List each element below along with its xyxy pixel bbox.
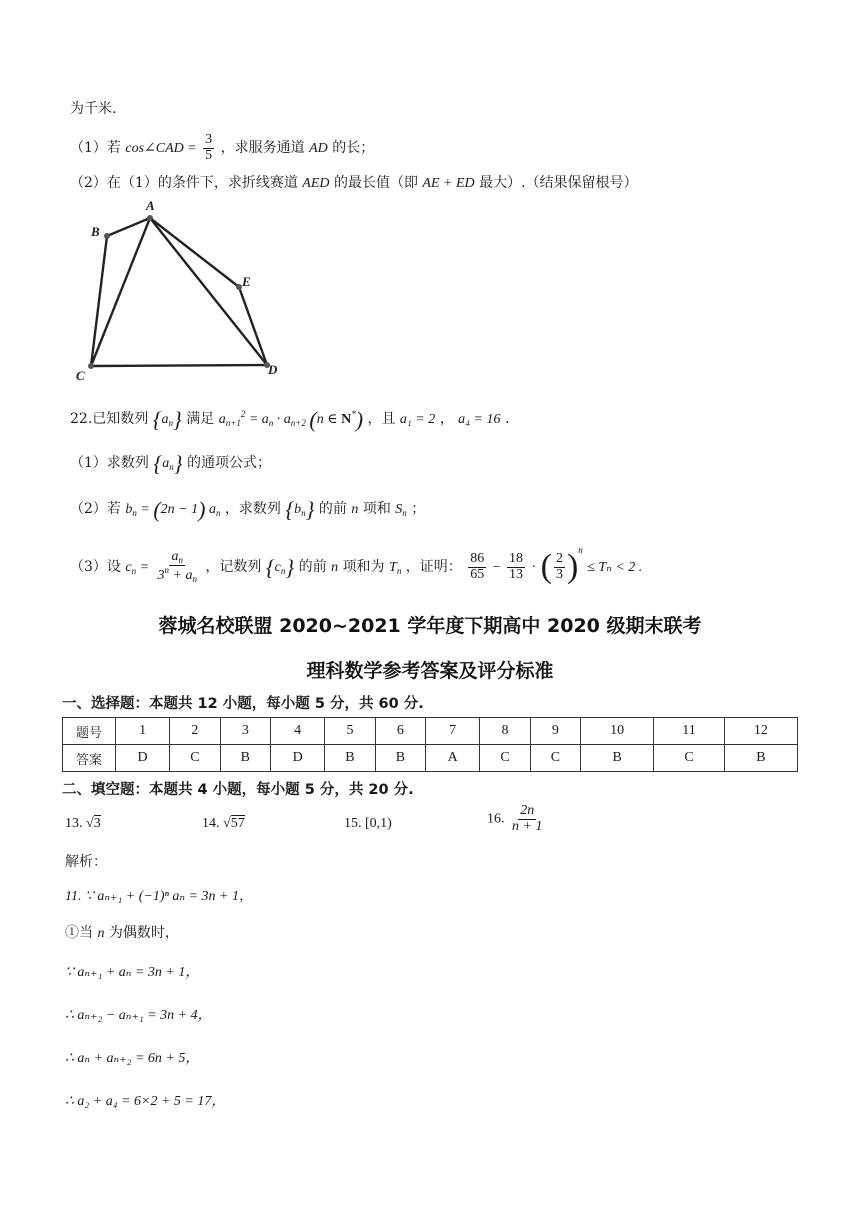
q22-p2-mid2: 的前 [318,501,347,518]
table-cell: C [170,745,220,772]
q22-seq-an: $\{a_n\}$ [152,407,182,432]
q1-prefix: （1）若 [70,140,121,157]
table-cell: B [375,745,425,772]
solution-line-3: ∵ aₙ₊₁ + aₙ = 3n + 1， [65,965,200,980]
solution-line-5: ∴ aₙ + aₙ₊₂ = 6n + 5， [65,1051,200,1066]
q22-p3-frac1 [468,552,486,582]
label-e: E [242,274,251,289]
q22-recurrence: $a_{n+1}^2 = a_n \cdot a_{n+2}$ (n ∈ N*) [218,407,364,432]
answer-16-label: 16. [487,811,505,827]
q22-stem-a: 22.已知数列 [70,411,149,428]
q22-p3-frac1-num: 86 [470,550,485,566]
answer-13 [65,816,101,832]
table-cell: C [480,745,530,772]
q22-p3-mid: ，记数列 [205,559,262,575]
q22-cond2: a₄ = 16 [458,412,501,428]
table-cell: 2 [170,718,220,745]
q22-stem-c: ，且 [367,411,396,428]
question-21-part-2 [70,172,638,192]
solution-line-6: ∴ a₂ + a₄ = 6×2 + 5 = 17， [65,1094,226,1109]
q22-p2-n: n [351,502,359,518]
section-1-heading: 一、选择题：本题共 12 小题，每小题 5 分，共 60 分. [62,696,424,712]
answer-key-subtitle: 理科数学参考答案及评分标准 [306,660,554,682]
answer-15 [344,816,392,832]
table-row-numbers [63,718,798,745]
table-cell: A [426,745,480,772]
q22-p2-mid3: 项和 [362,501,391,518]
table-cell: 3 [220,718,270,745]
question-22-part-1 [70,451,271,477]
table-cell: 1 [116,718,170,745]
q22-p3-tn: $T_n$ [389,560,402,576]
table-cell: B [724,745,797,772]
q1-suffix: ，求服务通道 [220,140,305,157]
solution-line-2-end: 为偶数时， [108,925,179,941]
table-header-cell: 答案 [63,745,116,772]
q22-p3-minus: − [492,560,501,575]
table-cell: B [581,745,654,772]
answer-table [62,717,798,772]
q22-p3-frac2 [507,552,525,582]
point-a [147,215,153,221]
label-b: B [91,224,100,239]
q22-p3-mid4: ，证明： [405,559,462,575]
answer-16-den: n + 1 [512,818,543,834]
section-2-heading: 二、填空题：本题共 4 小题，每小题 5 分，共 20 分. [62,782,414,798]
table-cell: D [116,745,170,772]
q22-p3-frac2-num: 18 [509,550,524,566]
q22-stem-b: 满足 [186,411,215,428]
q22-p3-end: ≤ Tₙ < 2 . [587,560,643,575]
q1-expression: cos∠CAD = [125,141,197,157]
quadrilateral-figure [70,196,290,380]
answer-15-label: 15. [344,816,362,831]
q22-p2-sn: $S_n$ [395,502,407,519]
q22-p3-paren-close: ) [566,548,579,585]
figure-lines [91,218,267,366]
q22-p3-frac3-num: 2 [555,550,563,566]
table-row-answers [63,745,798,772]
question-22-part-3: （3）设 $c_n$ = $\frac{a_n}{3^n + a_n}$ ，记数列 $\{c_n\}$ 的前 n 项和为 $T_n$ ，证明： $\frac{86}{65}$ − $\frac{18}{13}$ · ( $\frac{2}{3}$ )$^n$ ≤ Tₙ < 2 . [70,545,643,585]
q22-p1-end: 的通项公式； [186,455,271,472]
q2-end: 最大）.（结果保留根号） [479,175,638,191]
table-cell: 4 [271,718,325,745]
segment-ed [239,287,267,365]
answer-13-label: 13. [65,816,83,831]
solution-line-2-prefix: ①当 [65,925,93,941]
q1-fraction-num: 3 [205,132,213,147]
q22-p3-paren-open: ( [540,548,552,585]
solution-line-1: 11. ∵ aₙ₊₁ + (−1)ⁿ aₙ = 3n + 1， [65,889,253,904]
q22-p3-frac2-den: 13 [509,566,524,582]
table-cell: 12 [724,718,797,745]
q22-p2-end: ； [411,501,426,518]
q22-p3-mid2: 的前 [298,559,327,575]
answer-key-title: 蓉城名校联盟 2020~2021 学年度下期高中 2020 级期末联考 [158,615,702,637]
q22-p3-prefix: （3）设 [70,559,121,575]
q22-p3-cn: $c_n$ = [125,560,150,576]
question-21-part-1 [70,133,374,163]
table-cell: B [325,745,375,772]
q22-p2-seq: $\{b_n\}$ [285,497,315,522]
table-cell: C [654,745,725,772]
q2-var: AED [302,176,330,191]
q22-p1-prefix: （1）求数列 [70,455,149,472]
solution-line-2 [65,922,179,942]
q22-stem-end: . [504,411,510,428]
q1-fraction-den: 5 [205,147,213,163]
table-cell: 8 [480,718,530,745]
q22-p1-seq: $\{a_n\}$ [153,451,183,476]
q22-cond1: a₁ = 2 [399,412,436,428]
q2-mid: 的最长值（即 [333,175,418,191]
table-cell: C [530,745,580,772]
table-cell: 9 [530,718,580,745]
q22-p2-mid: ，求数列 [224,501,281,518]
question-22-stem [70,407,509,433]
q22-p3-dot: · [531,560,537,575]
segment-cd [91,365,267,366]
label-c: C [76,368,85,380]
figure-points [88,215,270,369]
table-cell: B [220,745,270,772]
q1-var: AD [309,141,328,157]
q22-p3-cn-den: $3^n + a_n$ [157,565,197,584]
q22-p3-cn-num: $a_n$ [171,548,183,565]
segment-ad [150,218,267,365]
table-cell: 10 [581,718,654,745]
answer-16 [487,804,546,834]
q22-p3-seq: $\{c_n\}$ [265,554,295,580]
point-b [104,233,110,239]
solution-line-2-n: n [97,926,105,941]
answer-15-value: [0,1) [365,816,392,831]
q22-stem-d: ， [439,411,454,428]
answer-13-radical: √3 [86,816,101,831]
q2-prefix: （2）在（1）的条件下，求折线赛道 [70,175,298,191]
q22-p3-frac3-den: 3 [555,566,563,582]
table-cell: 7 [426,718,480,745]
answer-16-fraction [510,804,544,834]
label-d: D [268,362,278,377]
answer-14-label: 14. [202,816,220,831]
table-cell: D [271,745,325,772]
answer-16-num: 2n [520,803,535,818]
answer-14-radical: √57 [223,816,245,831]
q22-p3-cn-fraction [156,550,199,585]
solution-label: 解析： [65,854,107,870]
q1-fraction [203,133,214,163]
q2-expr: AE + ED [422,176,475,191]
q22-p2-bn: $b_n = (2n - 1)$ $a_n$ [125,497,221,522]
answer-13-value: 3 [93,816,101,831]
table-header-cell: 题号 [63,718,116,745]
q22-p3-frac1-den: 65 [470,566,485,582]
solution-line-4: ∴ aₙ₊₂ − aₙ₊₁ = 3n + 4， [65,1008,212,1023]
text-line-unit: 为千米. [70,101,117,117]
point-c [88,363,94,369]
q22-p3-frac3 [554,552,565,582]
q1-end: 的长； [332,140,375,157]
table-cell: 11 [654,718,725,745]
label-a: A [146,198,155,213]
table-cell: 5 [325,718,375,745]
answer-14 [202,816,245,832]
q22-p3-mid3: 项和为 [342,559,385,575]
question-22-part-2 [70,497,425,523]
answer-14-value: 57 [230,816,245,831]
q22-p3-n: n [331,560,339,575]
table-cell: 6 [375,718,425,745]
q22-p2-prefix: （2）若 [70,501,121,518]
segment-ae [150,218,239,287]
